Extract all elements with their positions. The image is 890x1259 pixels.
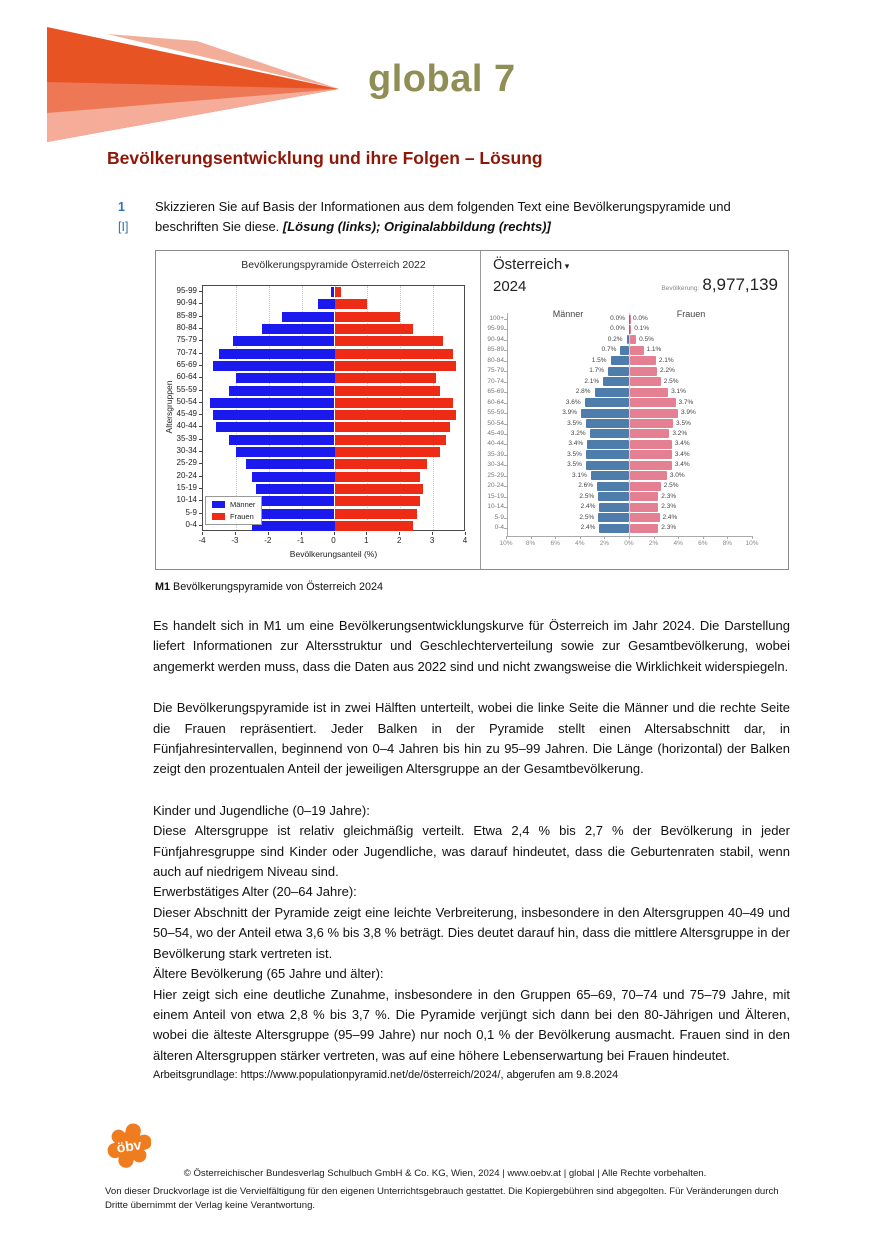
population-pyramid-2022-chart (156, 251, 480, 569)
y-tick-mark (199, 291, 202, 292)
x-tick-mark (235, 532, 236, 535)
female-bar-95-99 (630, 325, 631, 334)
male-bar-60-64 (585, 398, 629, 407)
male-bar-0-4 (599, 524, 629, 533)
x-tick-label: -3 (231, 536, 239, 545)
female-bar-70-74 (335, 349, 453, 359)
y-tick-mark (199, 451, 202, 452)
y-tick-mark (504, 497, 507, 498)
male-bar-15-19 (256, 484, 335, 494)
female-bar-20-24 (630, 482, 661, 491)
male-value-label: 2.8% (575, 388, 591, 396)
male-bar-45-49 (213, 410, 335, 420)
y-tick-mark (199, 426, 202, 427)
copyright-line: © Österreichischer Bundesverlag Schulbuch GmbH & Co. KG, Wien, 2024 | www.oebv.at | global | Alle Rechte vorbehalten. (183, 1168, 707, 1179)
legend-entry-Frauen (212, 512, 255, 521)
age-label: 100+ (489, 315, 504, 322)
female-value-label: 3.4% (674, 440, 690, 448)
male-bar-0-4 (252, 521, 334, 531)
female-bar-20-24 (335, 472, 420, 482)
male-bar-15-19 (598, 492, 629, 501)
x-tick-mark (465, 532, 466, 535)
female-bar-5-9 (630, 513, 660, 522)
female-bar-95-99 (335, 287, 342, 297)
x-tick-label: 3 (429, 536, 435, 545)
male-value-label: 0.0% (610, 325, 625, 333)
male-bar-65-69 (595, 388, 629, 397)
female-value-label: 0.1% (634, 325, 650, 333)
female-bar-75-79 (630, 367, 657, 376)
male-value-label: 3.6% (565, 398, 581, 406)
population-value: 8,977,139 (702, 275, 778, 294)
x-tick-mark (678, 536, 679, 539)
oebv-logo-text: öbv (115, 1136, 143, 1156)
female-value-label: 2.2% (660, 367, 675, 375)
age-label: 60-64 (487, 398, 504, 406)
male-bar-30-34 (586, 461, 629, 470)
age-label: 50-54 (487, 419, 504, 427)
section-heading-0: Kinder und Jugendliche (0–19 Jahre): (153, 802, 370, 818)
task-level-badge: [I] (118, 220, 129, 234)
age-label: 45-49 (487, 429, 504, 437)
x-tick-mark (506, 536, 507, 539)
task-1 (118, 197, 790, 237)
female-bar-90-94 (335, 299, 368, 309)
y-tick-mark (504, 434, 507, 435)
age-label: 20-24 (176, 470, 197, 480)
legend-label: Frauen (230, 512, 254, 521)
task-instruction: Skizzieren Sie auf Basis der Informationen aus dem folgenden Text eine Bevölkerungspyramide und beschriften Sie diese. (155, 199, 731, 234)
body-text (153, 616, 790, 1083)
y-tick-mark (199, 303, 202, 304)
male-bar-20-24 (597, 482, 629, 491)
female-bar-15-19 (335, 484, 424, 494)
female-value-label: 2.3% (661, 492, 677, 500)
x-tick-label: 6% (550, 540, 560, 547)
section-heading-2: Ältere Bevölkerung (65 Jahre und älter): (153, 966, 384, 982)
male-value-label: 3.5% (567, 450, 582, 458)
female-bar-40-44 (630, 440, 672, 449)
figure-m1 (155, 250, 789, 570)
x-axis-title: Bevölkerungsanteil (%) (289, 549, 378, 559)
female-value-label: 2.5% (663, 482, 679, 490)
female-value-label: 2.5% (663, 377, 679, 385)
male-value-label: 3.9% (562, 409, 578, 417)
age-label: 70-74 (487, 377, 504, 385)
female-bar-65-69 (630, 388, 668, 397)
female-value-label: 3.4% (674, 461, 690, 469)
caption-label: M1 (155, 581, 170, 593)
age-label: 45-49 (176, 409, 197, 419)
female-bar-50-54 (630, 419, 673, 428)
male-bar-85-89 (282, 312, 335, 322)
age-label: 20-24 (487, 482, 504, 490)
population-readout (661, 275, 778, 295)
x-tick-mark (604, 536, 605, 539)
brand-title: global 7 (368, 58, 516, 100)
female-value-label: 3.7% (678, 398, 694, 406)
age-label: 0-4 (494, 524, 504, 531)
female-bar-65-69 (335, 361, 457, 371)
male-bar-65-69 (213, 361, 335, 371)
y-tick-mark (504, 392, 507, 393)
male-bar-5-9 (598, 513, 629, 522)
y-tick-mark (199, 414, 202, 415)
female-bar-50-54 (335, 398, 453, 408)
female-bar-80-84 (335, 324, 414, 334)
male-bar-60-64 (236, 373, 335, 383)
y-tick-mark (504, 350, 507, 351)
caption-text: Bevölkerungspyramide von Österreich 2024 (170, 581, 384, 593)
female-bar-30-34 (630, 461, 672, 470)
task-number: 1 (118, 200, 125, 214)
y-tick-mark (199, 402, 202, 403)
age-label: 65-69 (487, 388, 504, 396)
age-label: 35-39 (487, 450, 504, 458)
male-value-label: 0.2% (607, 335, 623, 343)
female-bar-45-49 (630, 429, 669, 438)
age-label: 50-54 (176, 396, 197, 406)
age-label: 95-99 (487, 325, 504, 333)
male-bar-80-84 (611, 356, 629, 365)
x-tick-mark (703, 536, 704, 539)
female-value-label: 2.4% (662, 513, 678, 521)
x-tick-label: 2 (397, 536, 402, 545)
male-bar-50-54 (586, 419, 629, 428)
legend-swatch (212, 513, 225, 520)
male-value-label: 0.0% (610, 315, 625, 322)
female-value-label: 3.2% (672, 429, 688, 437)
age-label: 15-19 (487, 492, 504, 500)
age-label: 10-14 (487, 503, 504, 511)
population-label: Bevölkerung: (661, 285, 700, 292)
x-tick-mark (580, 536, 581, 539)
age-label: 70-74 (176, 347, 197, 357)
female-bar-90-94 (630, 335, 636, 344)
age-label: 55-59 (176, 384, 197, 394)
section-body-1: Dieser Abschnitt der Pyramide zeigt eine leichte Verbreiterung, insbesondere in den Altersgruppen 40–49 und 50–54, wo der Anteil etwa 3,6 % bis 3,8 % beträgt. Dies deutet darauf hin, dass die mittlere Altersgruppe in der Bevölkerung stark vertreten ist. (153, 904, 790, 961)
y-tick-mark (199, 365, 202, 366)
y-tick-mark (504, 528, 507, 529)
female-bar-25-29 (335, 459, 427, 469)
section-heading-1: Erwerbstätiges Alter (20–64 Jahre): (153, 884, 357, 900)
female-bar-35-39 (335, 435, 447, 445)
y-tick-mark (199, 500, 202, 501)
x-tick-label: 10% (745, 540, 759, 547)
male-value-label: 1.7% (589, 367, 605, 375)
female-bar-60-64 (630, 398, 676, 407)
female-bar-55-59 (630, 409, 678, 418)
x-tick-mark (301, 532, 302, 535)
x-tick-label: 8% (722, 540, 733, 547)
age-label: 5-9 (185, 507, 197, 517)
chart-title: Bevölkerungspyramide Österreich 2022 (241, 259, 426, 271)
female-value-label: 3.4% (674, 450, 690, 458)
female-value-label: 3.1% (671, 388, 686, 396)
female-value-label: 3.9% (680, 409, 696, 417)
y-tick-mark (504, 476, 507, 477)
legend-swatch (212, 501, 225, 508)
y-tick-mark (504, 382, 507, 383)
female-bar-5-9 (335, 509, 417, 519)
female-value-label: 3.5% (676, 419, 691, 427)
y-tick-mark (199, 488, 202, 489)
male-value-label: 2.4% (580, 503, 596, 511)
y-tick-mark (199, 476, 202, 477)
age-label: 40-44 (487, 440, 504, 448)
x-tick-label: 4 (462, 536, 468, 545)
x-tick-mark (555, 536, 556, 539)
male-bar-70-74 (219, 349, 334, 359)
female-bar-15-19 (630, 492, 658, 501)
x-tick-mark (334, 532, 335, 535)
x-tick-label: 10% (499, 540, 513, 547)
year-label: 2024 (493, 278, 527, 295)
y-tick-mark (199, 390, 202, 391)
female-bar-60-64 (335, 373, 437, 383)
female-bar-0-4 (335, 521, 414, 531)
y-tick-mark (504, 361, 507, 362)
age-label: 10-14 (176, 495, 197, 505)
task-number-column (118, 197, 155, 237)
age-label: 60-64 (176, 372, 197, 382)
age-label: 75-79 (176, 335, 197, 345)
male-bar-75-79 (233, 336, 335, 346)
legend-label: Männer (230, 500, 256, 509)
male-bar-30-34 (236, 447, 335, 457)
female-value-label: 0.5% (639, 335, 654, 343)
age-label: 90-94 (176, 298, 197, 308)
age-label: 5-9 (494, 513, 504, 521)
oebv-logo (107, 1122, 151, 1170)
x-tick-label: 6% (698, 540, 708, 547)
y-tick-mark (199, 353, 202, 354)
male-value-label: 3.5% (567, 461, 582, 469)
y-tick-mark (504, 424, 507, 425)
x-tick-label: -1 (297, 536, 305, 545)
female-bar-40-44 (335, 422, 450, 432)
male-value-label: 3.5% (567, 419, 582, 427)
x-tick-mark (727, 536, 728, 539)
male-value-label: 2.1% (584, 377, 600, 385)
male-value-label: 2.4% (580, 524, 596, 531)
footer (105, 1167, 785, 1214)
page-title: Bevölkerungsentwicklung und ihre Folgen – Lösung (107, 148, 543, 168)
male-bar-55-59 (581, 409, 629, 418)
y-tick-mark (199, 513, 202, 514)
x-tick-mark (629, 536, 630, 539)
male-bar-40-44 (587, 440, 629, 449)
female-column-label: Frauen (676, 309, 706, 319)
male-bar-90-94 (318, 299, 334, 309)
y-axis-title: Altersgruppen (164, 380, 174, 434)
section-body-2: Hier zeigt sich eine deutliche Zunahme, insbesondere in den Gruppen 65–69, 70–74 und 75–79 Jahre, mit einem Anteil von etwa 2,8 % bis 3,7 %. Die Pyramide verjüngt sich dann bei den 80-Jährigen und Älteren, wobei die älteste Altersgruppe (95–99 Jahre) nur noch 0,1 % der Bevölkerung ausmacht. Frauen sind in den älteren Altersgruppen stärker vertreten, was auf eine höhere Lebenserwartung bei Frauen hindeutet. (153, 986, 790, 1063)
x-tick-mark (432, 532, 433, 535)
figure-caption (155, 581, 383, 593)
y-tick-mark (504, 340, 507, 341)
male-bar-40-44 (216, 422, 334, 432)
male-value-label: 0.7% (601, 346, 617, 354)
male-bar-50-54 (210, 398, 335, 408)
y-tick-mark (504, 465, 507, 466)
legend (205, 496, 262, 525)
country-dropdown[interactable] (493, 256, 569, 273)
y-tick-mark (504, 371, 507, 372)
age-label: 30-34 (487, 461, 504, 469)
x-tick-mark (531, 536, 532, 539)
section-body-0: Diese Altersgruppe ist relativ gleichmäßig verteilt. Etwa 2,4 % bis 2,7 % der Bevölkerung in jeder Fünfjahresgruppe sind Kinder oder Jugendliche, was darauf hindeutet, dass die Geburtenraten stabil, wenn auch auf niedrigem Niveau sind. (153, 823, 790, 880)
female-bar-10-14 (335, 496, 420, 506)
x-tick-label: 1 (364, 536, 369, 545)
x-tick-mark (752, 536, 753, 539)
y-tick-mark (199, 316, 202, 317)
gridline (236, 286, 237, 530)
y-tick-mark (199, 525, 202, 526)
x-tick-label: -2 (264, 536, 272, 545)
x-tick-mark (202, 532, 203, 535)
age-label: 85-89 (487, 346, 504, 354)
female-bar-85-89 (335, 312, 401, 322)
female-bar-85-89 (630, 346, 644, 355)
male-bar-25-29 (246, 459, 335, 469)
chevron-down-icon: ▾ (562, 261, 570, 271)
paragraph-intro: Es handelt sich in M1 um eine Bevölkerungsentwicklungskurve für Österreich im Jahr 2024. Die Darstellung liefert Informationen zur Altersstruktur und Geschlechterverteilung sowie zur Gesamtbevölkerung, wobei angemerkt werden muss, dass die Daten aus 2022 sind und nicht zwangsweise die Wirklichkeit widerspiegeln. (153, 618, 790, 674)
age-label: 90-94 (487, 335, 504, 343)
age-label: 15-19 (176, 482, 197, 492)
age-label: 35-39 (176, 433, 197, 443)
age-label: 25-29 (487, 471, 504, 479)
female-bar-80-84 (630, 356, 656, 365)
y-tick-mark (199, 328, 202, 329)
male-value-label: 3.1% (572, 471, 587, 479)
male-value-label: 3.4% (568, 440, 584, 448)
age-label: 30-34 (176, 446, 197, 456)
age-label: 0-4 (185, 519, 197, 529)
male-column-label: Männer (552, 309, 584, 319)
age-label: 85-89 (176, 310, 197, 320)
y-tick-mark (504, 486, 507, 487)
y-tick-mark (504, 518, 507, 519)
x-tick-label: 2% (599, 540, 610, 547)
gridline (433, 286, 434, 530)
x-tick-mark (399, 532, 400, 535)
female-value-label: 2.3% (661, 524, 677, 531)
x-tick-label: 8% (525, 540, 536, 547)
y-axis-line (507, 313, 508, 536)
task-text (155, 197, 790, 237)
male-bar-70-74 (603, 377, 629, 386)
publisher-corner-graphic (47, 27, 339, 145)
male-bar-20-24 (252, 472, 334, 482)
paragraph-structure: Die Bevölkerungspyramide ist in zwei Hälften unterteilt, wobei die linke Seite die Männer und die rechte Seite die Frauen repräsentiert. Jeder Balken in der Pyramide stellt einen Altersabschnitt dar, in Fünfjahresintervallen, beginnend von 0–4 Jahren bis hin zu 95–99 Jahren. Die Länge (horizontal) der Balken zeigt den prozentualen Anteil der jeweiligen Altersgruppe an der Gesamtbevölkerung. (153, 700, 790, 777)
age-label: 80-84 (176, 323, 197, 333)
y-tick-mark (199, 377, 202, 378)
male-value-label: 1.5% (591, 356, 607, 364)
y-tick-mark (504, 319, 507, 320)
female-value-label: 1.1% (646, 346, 662, 354)
male-value-label: 3.2% (570, 429, 586, 437)
female-bar-35-39 (630, 450, 672, 459)
female-bar-10-14 (630, 503, 658, 512)
x-tick-label: 0% (624, 540, 634, 547)
male-bar-25-29 (591, 471, 629, 480)
male-bar-80-84 (262, 324, 334, 334)
y-tick-mark (199, 340, 202, 341)
source-line: Arbeitsgrundlage: https://www.populationpyramid.net/de/österreich/2024/, abgerufen am 9.8.2024 (153, 1069, 619, 1082)
x-tick-label: 4% (575, 540, 585, 547)
age-label: 40-44 (176, 421, 197, 431)
female-bar-0-4 (630, 524, 658, 533)
y-tick-mark (504, 444, 507, 445)
legal-line: Von dieser Druckvorlage ist die Vervielfältigung für den eigenen Unterrichtsgebrauch gestattet. Die Kopiergebühren sind abgegolten. Für Veränderungen durch Dritte übernimmt der Verlag keine Verantwortung. (105, 1185, 779, 1211)
age-label: 55-59 (487, 409, 504, 417)
x-tick-label: 4% (673, 540, 683, 547)
y-tick-mark (504, 507, 507, 508)
male-bar-35-39 (229, 435, 334, 445)
legend-entry-Männer (212, 500, 255, 509)
x-tick-mark (654, 536, 655, 539)
y-tick-mark (504, 413, 507, 414)
x-tick-mark (366, 532, 367, 535)
plot-area (202, 285, 465, 531)
y-tick-mark (504, 403, 507, 404)
male-bar-45-49 (590, 429, 629, 438)
x-tick-label: 2% (648, 540, 659, 547)
female-bar-55-59 (335, 386, 440, 396)
population-pyramid-2024-chart (480, 251, 788, 569)
female-bar-45-49 (335, 410, 457, 420)
analysis-sections (153, 801, 790, 1066)
male-value-label: 2.5% (579, 513, 595, 521)
male-bar-10-14 (599, 503, 629, 512)
task-solution-note: [Lösung (links); Originalabbildung (rechts)] (282, 219, 551, 234)
female-value-label: 2.3% (661, 503, 677, 511)
x-tick-label: -4 (198, 536, 206, 545)
age-label: 75-79 (487, 367, 504, 375)
x-tick-mark (268, 532, 269, 535)
y-tick-mark (199, 463, 202, 464)
female-value-label: 3.0% (669, 471, 685, 479)
age-label: 25-29 (176, 458, 197, 468)
age-label: 80-84 (487, 356, 504, 364)
y-tick-mark (199, 439, 202, 440)
y-tick-mark (504, 455, 507, 456)
female-value-label: 0.0% (633, 315, 648, 322)
female-value-label: 2.1% (658, 356, 674, 364)
female-bar-70-74 (630, 377, 661, 386)
female-bar-75-79 (335, 336, 443, 346)
age-label: 65-69 (176, 359, 197, 369)
x-tick-label: 0 (331, 536, 336, 545)
male-value-label: 2.5% (579, 492, 595, 500)
male-bar-90-94 (627, 335, 629, 344)
female-bar-100+ (630, 315, 631, 324)
male-bar-75-79 (608, 367, 629, 376)
male-value-label: 2.6% (578, 482, 594, 490)
age-label: 95-99 (176, 286, 197, 296)
country-name: Österreich (493, 256, 563, 273)
male-bar-35-39 (586, 450, 629, 459)
male-bar-55-59 (229, 386, 334, 396)
female-bar-25-29 (630, 471, 667, 480)
y-tick-mark (504, 329, 507, 330)
female-bar-30-34 (335, 447, 440, 457)
male-bar-85-89 (620, 346, 629, 355)
